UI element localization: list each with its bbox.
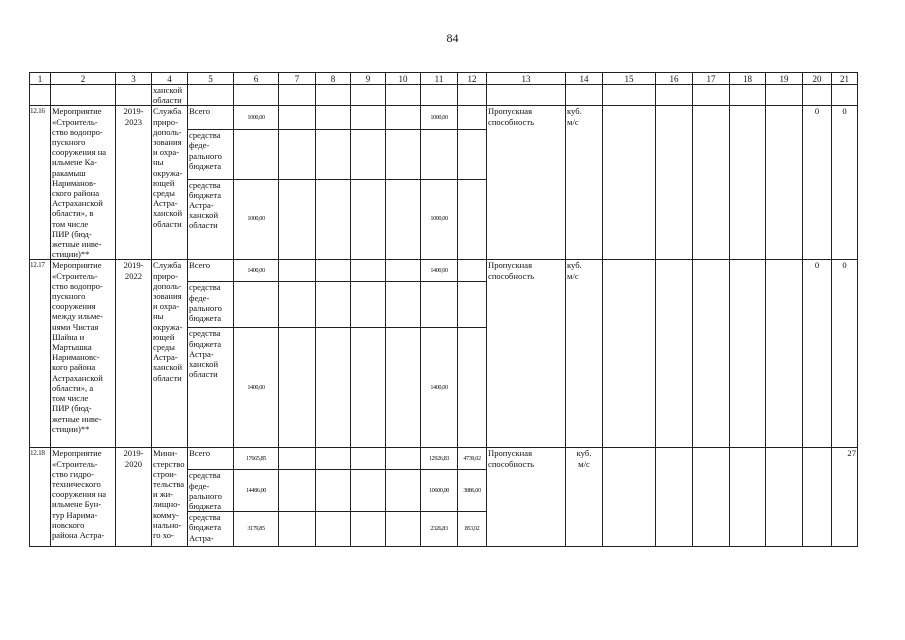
amount-total: 14486,00 [234, 470, 279, 512]
empty-cell [279, 470, 316, 512]
empty-cell [693, 106, 730, 260]
column-header: 10 [386, 73, 421, 85]
column-header: 14 [566, 73, 603, 85]
empty-cell [386, 85, 421, 106]
amount-total: 1000,00 [234, 106, 279, 130]
empty-cell [386, 260, 421, 282]
empty-cell [316, 448, 351, 470]
value-col21: 0 [832, 106, 858, 260]
empty-cell [386, 130, 421, 180]
source-label: средства феде- рального бюджета [188, 470, 234, 512]
years-cell: 2019- 2020 [116, 448, 152, 547]
empty-cell [832, 85, 858, 106]
empty-cell [603, 448, 656, 547]
empty-cell [693, 260, 730, 448]
empty-cell [487, 85, 566, 106]
amount-col12 [458, 328, 487, 448]
indicator-name: Пропускная способность [487, 260, 566, 448]
column-header: 12 [458, 73, 487, 85]
column-header: 2 [51, 73, 116, 85]
amount-total: 1400,00 [234, 328, 279, 448]
empty-cell [766, 106, 803, 260]
empty-cell [351, 106, 386, 130]
empty-cell [386, 106, 421, 130]
row-index: 12.16 [30, 106, 51, 260]
empty-cell [234, 85, 279, 106]
empty-cell [316, 85, 351, 106]
column-header: 9 [351, 73, 386, 85]
program-table [29, 72, 858, 547]
empty-cell [351, 179, 386, 260]
empty-cell [279, 130, 316, 180]
indicator-unit: куб. м/с [566, 260, 603, 448]
amount-total: 17665,85 [234, 448, 279, 470]
executor-cell: Служба приро- дополь- зования и охра- ны окружа- ющей среды Астра- ханской области [152, 106, 188, 260]
column-header: 19 [766, 73, 803, 85]
amount-col12 [458, 179, 487, 260]
amount-total [234, 130, 279, 180]
empty-cell [656, 260, 693, 448]
empty-cell [730, 106, 766, 260]
empty-cell [656, 85, 693, 106]
years-cell: 2019- 2023 [116, 106, 152, 260]
column-header: 20 [803, 73, 832, 85]
empty-cell [279, 179, 316, 260]
empty-cell [279, 106, 316, 130]
empty-cell [730, 85, 766, 106]
value-col21: 0 [832, 260, 858, 448]
empty-cell [603, 85, 656, 106]
amount-col11 [421, 130, 458, 180]
empty-cell [386, 282, 421, 328]
amount-col12: 853,02 [458, 512, 487, 547]
amount-col12 [458, 130, 487, 180]
empty-cell [386, 512, 421, 547]
empty-cell [279, 282, 316, 328]
column-header: 17 [693, 73, 730, 85]
continuation-row [30, 85, 858, 106]
value-col21: 27 [832, 448, 858, 547]
empty-cell [316, 470, 351, 512]
empty-cell [351, 130, 386, 180]
column-header: 1 [30, 73, 51, 85]
source-label: средства феде- рального бюджета [188, 130, 234, 180]
empty-cell [730, 260, 766, 448]
executor-cell: ханской области [152, 85, 188, 106]
amount-col12 [458, 260, 487, 282]
value-col20: 0 [803, 260, 832, 448]
amount-col11: 10600,00 [421, 470, 458, 512]
amount-col12 [458, 106, 487, 130]
measure-name: Мероприятие «Строитель- ство гидро- технического сооружения на ильмене Бун- тур Нарима- новского района Астра- [51, 448, 116, 547]
empty-cell [803, 85, 832, 106]
empty-cell [30, 85, 51, 106]
column-header: 6 [234, 73, 279, 85]
page-number: 84 [446, 31, 459, 45]
value-col20: 0 [803, 106, 832, 260]
value-col20 [803, 448, 832, 547]
empty-cell [116, 85, 152, 106]
empty-cell [603, 260, 656, 448]
column-header: 8 [316, 73, 351, 85]
column-header: 5 [188, 73, 234, 85]
empty-cell [316, 106, 351, 130]
amount-col12: 4739,02 [458, 448, 487, 470]
amount-total [234, 282, 279, 328]
source-label: средства бюджета Астра- ханской области [188, 328, 234, 448]
row-index: 12.17 [30, 260, 51, 448]
amount-col11: 1000,00 [421, 179, 458, 260]
amount-total: 1000,00 [234, 179, 279, 260]
header-row [30, 73, 858, 85]
column-header: 18 [730, 73, 766, 85]
empty-cell [351, 448, 386, 470]
source-label: Всего [188, 260, 234, 282]
empty-cell [351, 260, 386, 282]
empty-cell [51, 85, 116, 106]
indicator-unit: куб. м/с [566, 448, 603, 547]
source-label: Всего [188, 106, 234, 130]
amount-col12 [458, 282, 487, 328]
empty-cell [351, 85, 386, 106]
empty-cell [279, 260, 316, 282]
empty-cell [316, 282, 351, 328]
empty-cell [566, 85, 603, 106]
source-label: Всего [188, 448, 234, 470]
indicator-name: Пропускная способность [487, 106, 566, 260]
empty-cell [279, 512, 316, 547]
source-label: средства бюджета Астра- [188, 512, 234, 547]
empty-cell [351, 470, 386, 512]
amount-col11: 2326,83 [421, 512, 458, 547]
amount-total: 1400,00 [234, 260, 279, 282]
empty-cell [351, 328, 386, 448]
column-header: 16 [656, 73, 693, 85]
column-header: 15 [603, 73, 656, 85]
amount-col11: 1400,00 [421, 328, 458, 448]
amount-col11 [421, 282, 458, 328]
empty-cell [279, 85, 316, 106]
empty-cell [656, 448, 693, 547]
empty-cell [316, 328, 351, 448]
empty-cell [316, 179, 351, 260]
column-header: 4 [152, 73, 188, 85]
empty-cell [766, 85, 803, 106]
empty-cell [386, 179, 421, 260]
empty-cell [279, 448, 316, 470]
empty-cell [730, 448, 766, 547]
column-header: 11 [421, 73, 458, 85]
measure-name: Мероприятие «Строитель- ство водопро- пускного сооружения между ильме- нями Чистая Шайна и Мартышка Наримановс- кого района Астраханской области», а том числе ПИР (бюд- жетные инве- стиции)** [51, 260, 116, 448]
indicator-name: Пропускная способность [487, 448, 566, 547]
amount-col11: 1400,00 [421, 260, 458, 282]
empty-cell [766, 260, 803, 448]
empty-cell [351, 282, 386, 328]
amount-col11: 1000,00 [421, 106, 458, 130]
empty-cell [316, 260, 351, 282]
column-header: 3 [116, 73, 152, 85]
table-row [30, 448, 858, 470]
indicator-unit: куб. м/с [566, 106, 603, 260]
empty-cell [188, 85, 234, 106]
measure-name: Мероприятие «Строитель- ство водопро- пускного сооружения на ильмене Ка- ракамыш Нариманов- ского района Астраханской области», в том числе ПИР (бюд- жетные инве- стиции)** [51, 106, 116, 260]
empty-cell [693, 85, 730, 106]
source-label: средства феде- рального бюджета [188, 282, 234, 328]
empty-cell [458, 85, 487, 106]
column-header: 21 [832, 73, 858, 85]
empty-cell [351, 512, 386, 547]
column-header: 13 [487, 73, 566, 85]
empty-cell [603, 106, 656, 260]
empty-cell [316, 130, 351, 180]
amount-col12: 3886,00 [458, 470, 487, 512]
table-row [30, 106, 858, 130]
empty-cell [656, 106, 693, 260]
table-row [30, 260, 858, 282]
empty-cell [386, 470, 421, 512]
executor-cell: Мини- стерство строи- тельства и жи- лищно- комму- нально- го хо- [152, 448, 188, 547]
amount-total: 3179,85 [234, 512, 279, 547]
column-header: 7 [279, 73, 316, 85]
empty-cell [693, 448, 730, 547]
empty-cell [386, 328, 421, 448]
empty-cell [421, 85, 458, 106]
source-label: средства бюджета Астра- ханской области [188, 179, 234, 260]
amount-col11: 12926,83 [421, 448, 458, 470]
empty-cell [316, 512, 351, 547]
row-index: 12.18 [30, 448, 51, 547]
executor-cell: Служба приро- дополь- зования и охра- ны окружа- ющей среды Астра- ханской области [152, 260, 188, 448]
years-cell: 2019- 2022 [116, 260, 152, 448]
empty-cell [279, 328, 316, 448]
empty-cell [386, 448, 421, 470]
empty-cell [766, 448, 803, 547]
